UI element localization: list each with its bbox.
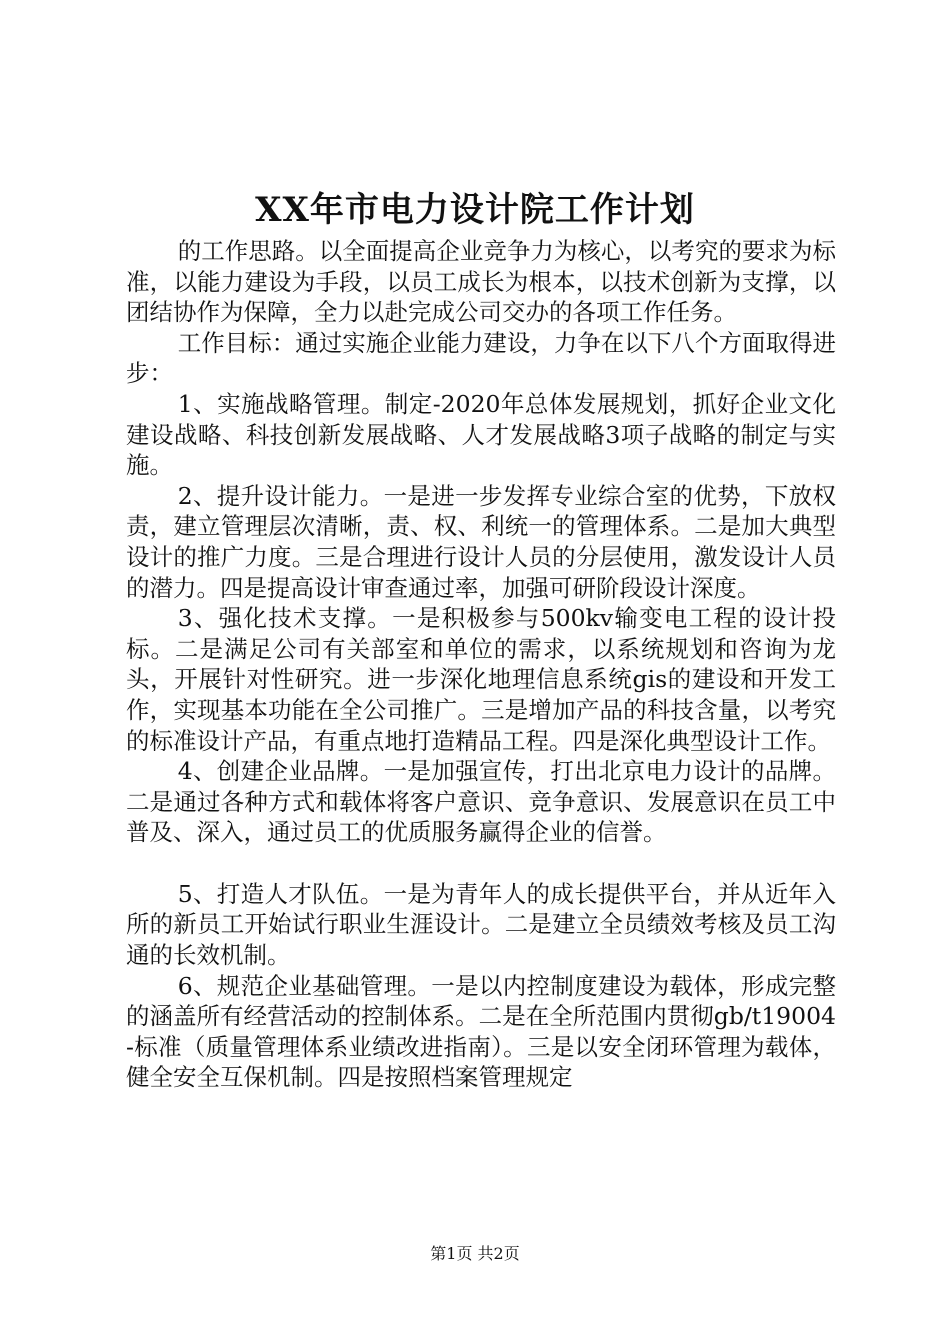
paragraph-work-approach: 的工作思路。以全面提高企业竞争力为核心，以考究的要求为标准，以能力建设为手段，以员工成长为根本，以技术创新为支撑，以团结协作为保障，全力以赴完成公司交办的各项工作任务。: [126, 237, 836, 327]
paragraph-item-3: 3、强化技术支撑。一是积极参与500kv输变电工程的设计投标。二是满足公司有关部室和单位的需求，以系统规划和咨询为龙头，开展针对性研究。进一步深化地理信息系统gis的建设和开发工作，实现基本功能在全公司推广。三是增加产品的科技含量，以考究的标准设计产品，有重点地打造精品工程。四是深化典型设计工作。: [126, 604, 836, 755]
paragraph-item-2: 2、提升设计能力。一是进一步发挥专业综合室的优势，下放权责，建立管理层次清晰，责、权、利统一的管理体系。二是加大典型设计的推广力度。三是合理进行设计人员的分层使用，激发设计人员的潜力。四是提高设计审查通过率，加强可研阶段设计深度。: [126, 481, 836, 602]
paragraph-work-goals: 工作目标：通过实施企业能力建设，力争在以下八个方面取得进步：: [126, 328, 836, 388]
blank-line: [126, 848, 836, 879]
document-title: XX年市电力设计院工作计划: [255, 190, 695, 230]
paragraph-item-1: 1、实施战略管理。制定-2020年总体发展规划，抓好企业文化建设战略、科技创新发展战略、人才发展战略3项子战略的制定与实施。: [126, 389, 836, 480]
paragraph-item-6: 6、规范企业基础管理。一是以内控制度建设为载体，形成完整的涵盖所有经营活动的控制体系。二是在全所范围内贯彻gb/t19004-标准（质量管理体系业绩改进指南）。三是以安全闭环管理为载体，健全安全互保机制。四是按照档案管理规定: [126, 971, 836, 1092]
document-body: [126, 236, 836, 1093]
page-footer: 第1页 共2页: [430, 1244, 520, 1263]
paragraph-item-4: 4、创建企业品牌。一是加强宣传，打出北京电力设计的品牌。二是通过各种方式和载体将客户意识、竞争意识、发展意识在员工中普及、深入，通过员工的优质服务赢得企业的信誉。: [126, 757, 836, 847]
paragraph-item-5: 5、打造人才队伍。一是为青年人的成长提供平台，并从近年入所的新员工开始试行职业生涯设计。二是建立全员绩效考核及员工沟通的长效机制。: [126, 879, 836, 970]
